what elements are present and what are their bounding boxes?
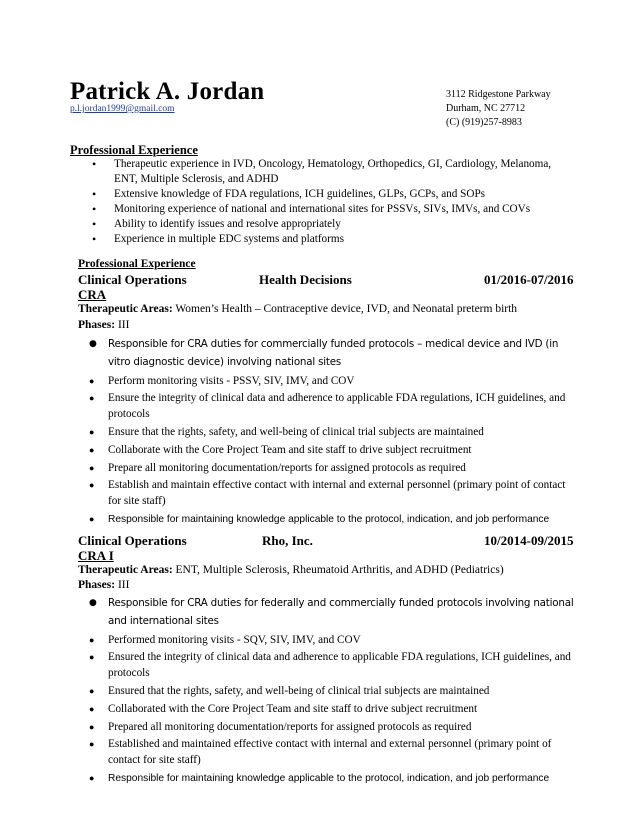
duty-item: ● Ensure that the rights, safety, and well-being of clinical trial subjects are maintained: [86, 424, 578, 440]
duty-item: ● Ensure the integrity of clinical data and adherence to applicable FDA regulations, ICH guidelines, and protocols: [86, 390, 578, 422]
email-link[interactable]: p.l.jordan1999@gmail.com: [70, 104, 175, 114]
duty-item: ● Ensured the integrity of clinical data and adherence to applicable FDA regulations, ICH guidelines, and protocols: [86, 649, 578, 681]
job1-phases-label: Phases:: [78, 319, 116, 331]
job1-areas: [78, 302, 578, 317]
summary-item: • Ability to identify issues and resolve appropriately: [92, 217, 572, 232]
job2-department: Clinical Operations: [78, 533, 187, 548]
job2-phases-label: Phases:: [78, 579, 116, 591]
summary-item: • Therapeutic experience in IVD, Oncology, Hematology, Orthopedics, GI, Cardiology, Melanoma, ENT, Multiple Sclerosis, and ADHD: [92, 157, 572, 187]
job1-role: CRA: [78, 287, 107, 302]
experience-heading: Professional Experience: [78, 258, 196, 270]
duty-item: ● Prepare all monitoring documentation/reports for assigned protocols as required: [86, 460, 578, 476]
job1-areas-value: Women’s Health – Contraceptive device, IVD, and Neonatal preterm birth: [175, 303, 518, 315]
summary-heading: Professional Experience: [70, 143, 198, 157]
job2-dates: 10/2014-09/2015: [484, 533, 574, 548]
duty-item: ● Responsible for maintaining knowledge applicable to the protocol, indication, and job performance: [86, 770, 578, 787]
job2-duties: [86, 594, 578, 789]
duty-item: ● Collaborated with the Core Project Team and site staff to drive subject recruitment: [86, 701, 578, 717]
contact-block: [446, 88, 551, 130]
job1-areas-label: Therapeutic Areas:: [78, 303, 173, 315]
job2-areas-value: ENT, Multiple Sclerosis, Rheumatoid Arthritis, and ADHD (Pediatrics): [175, 564, 504, 576]
duty-item: ● Established and maintained effective contact with internal and external personnel (primary point of contact for site staff): [86, 736, 578, 768]
job2-phases: [78, 578, 129, 593]
summary-list: [92, 157, 572, 247]
job1-department: Clinical Operations: [78, 272, 187, 287]
job2-areas: [78, 563, 578, 578]
job1-duties: [86, 335, 578, 530]
candidate-name: Patrick A. Jordan: [70, 78, 265, 105]
phone-number: (C) (919)257-8983: [446, 117, 522, 128]
job2-phases-value: III: [117, 579, 130, 591]
duty-item: ● Responsible for CRA duties for federally and commercially funded protocols involving national and international sites: [86, 594, 578, 630]
duty-item: ● Prepared all monitoring documentation/reports for assigned protocols as required: [86, 719, 578, 735]
duty-item: ● Responsible for maintaining knowledge applicable to the protocol, indication, and job performance: [86, 511, 578, 528]
duty-item: ● Ensured that the rights, safety, and well-being of clinical trial subjects are maintained: [86, 683, 578, 699]
duty-item: ● Collaborate with the Core Project Team and site staff to drive subject recruitment: [86, 442, 578, 458]
duty-item: ● Responsible for CRA duties for commercially funded protocols – medical device and IVD (in vitro diagnostic device) involving national sites: [86, 335, 578, 371]
job2-company: Rho, Inc.: [262, 533, 313, 548]
job2-areas-label: Therapeutic Areas:: [78, 564, 173, 576]
job1-phases-value: III: [117, 319, 130, 331]
duty-item: ● Perform monitoring visits - PSSV, SIV, IMV, and COV: [86, 373, 578, 389]
address-line-2: Durham, NC 27712: [446, 103, 526, 114]
job2-role: CRA I: [78, 548, 114, 563]
summary-item: • Experience in multiple EDC systems and platforms: [92, 232, 572, 247]
summary-item: • Monitoring experience of national and international sites for PSSVs, SIVs, IMVs, and COVs: [92, 202, 572, 217]
duty-item: ● Performed monitoring visits - SQV, SIV, IMV, and COV: [86, 632, 578, 648]
address-line-1: 3112 Ridgestone Parkway: [446, 89, 551, 100]
job1-company: Health Decisions: [259, 272, 352, 287]
duty-item: ● Establish and maintain effective contact with internal and external personnel (primary point of contact for site staff): [86, 477, 578, 509]
job1-phases: [78, 318, 129, 333]
summary-item: • Extensive knowledge of FDA regulations, ICH guidelines, GLPs, GCPs, and SOPs: [92, 187, 572, 202]
job1-dates: 01/2016-07/2016: [484, 272, 574, 287]
